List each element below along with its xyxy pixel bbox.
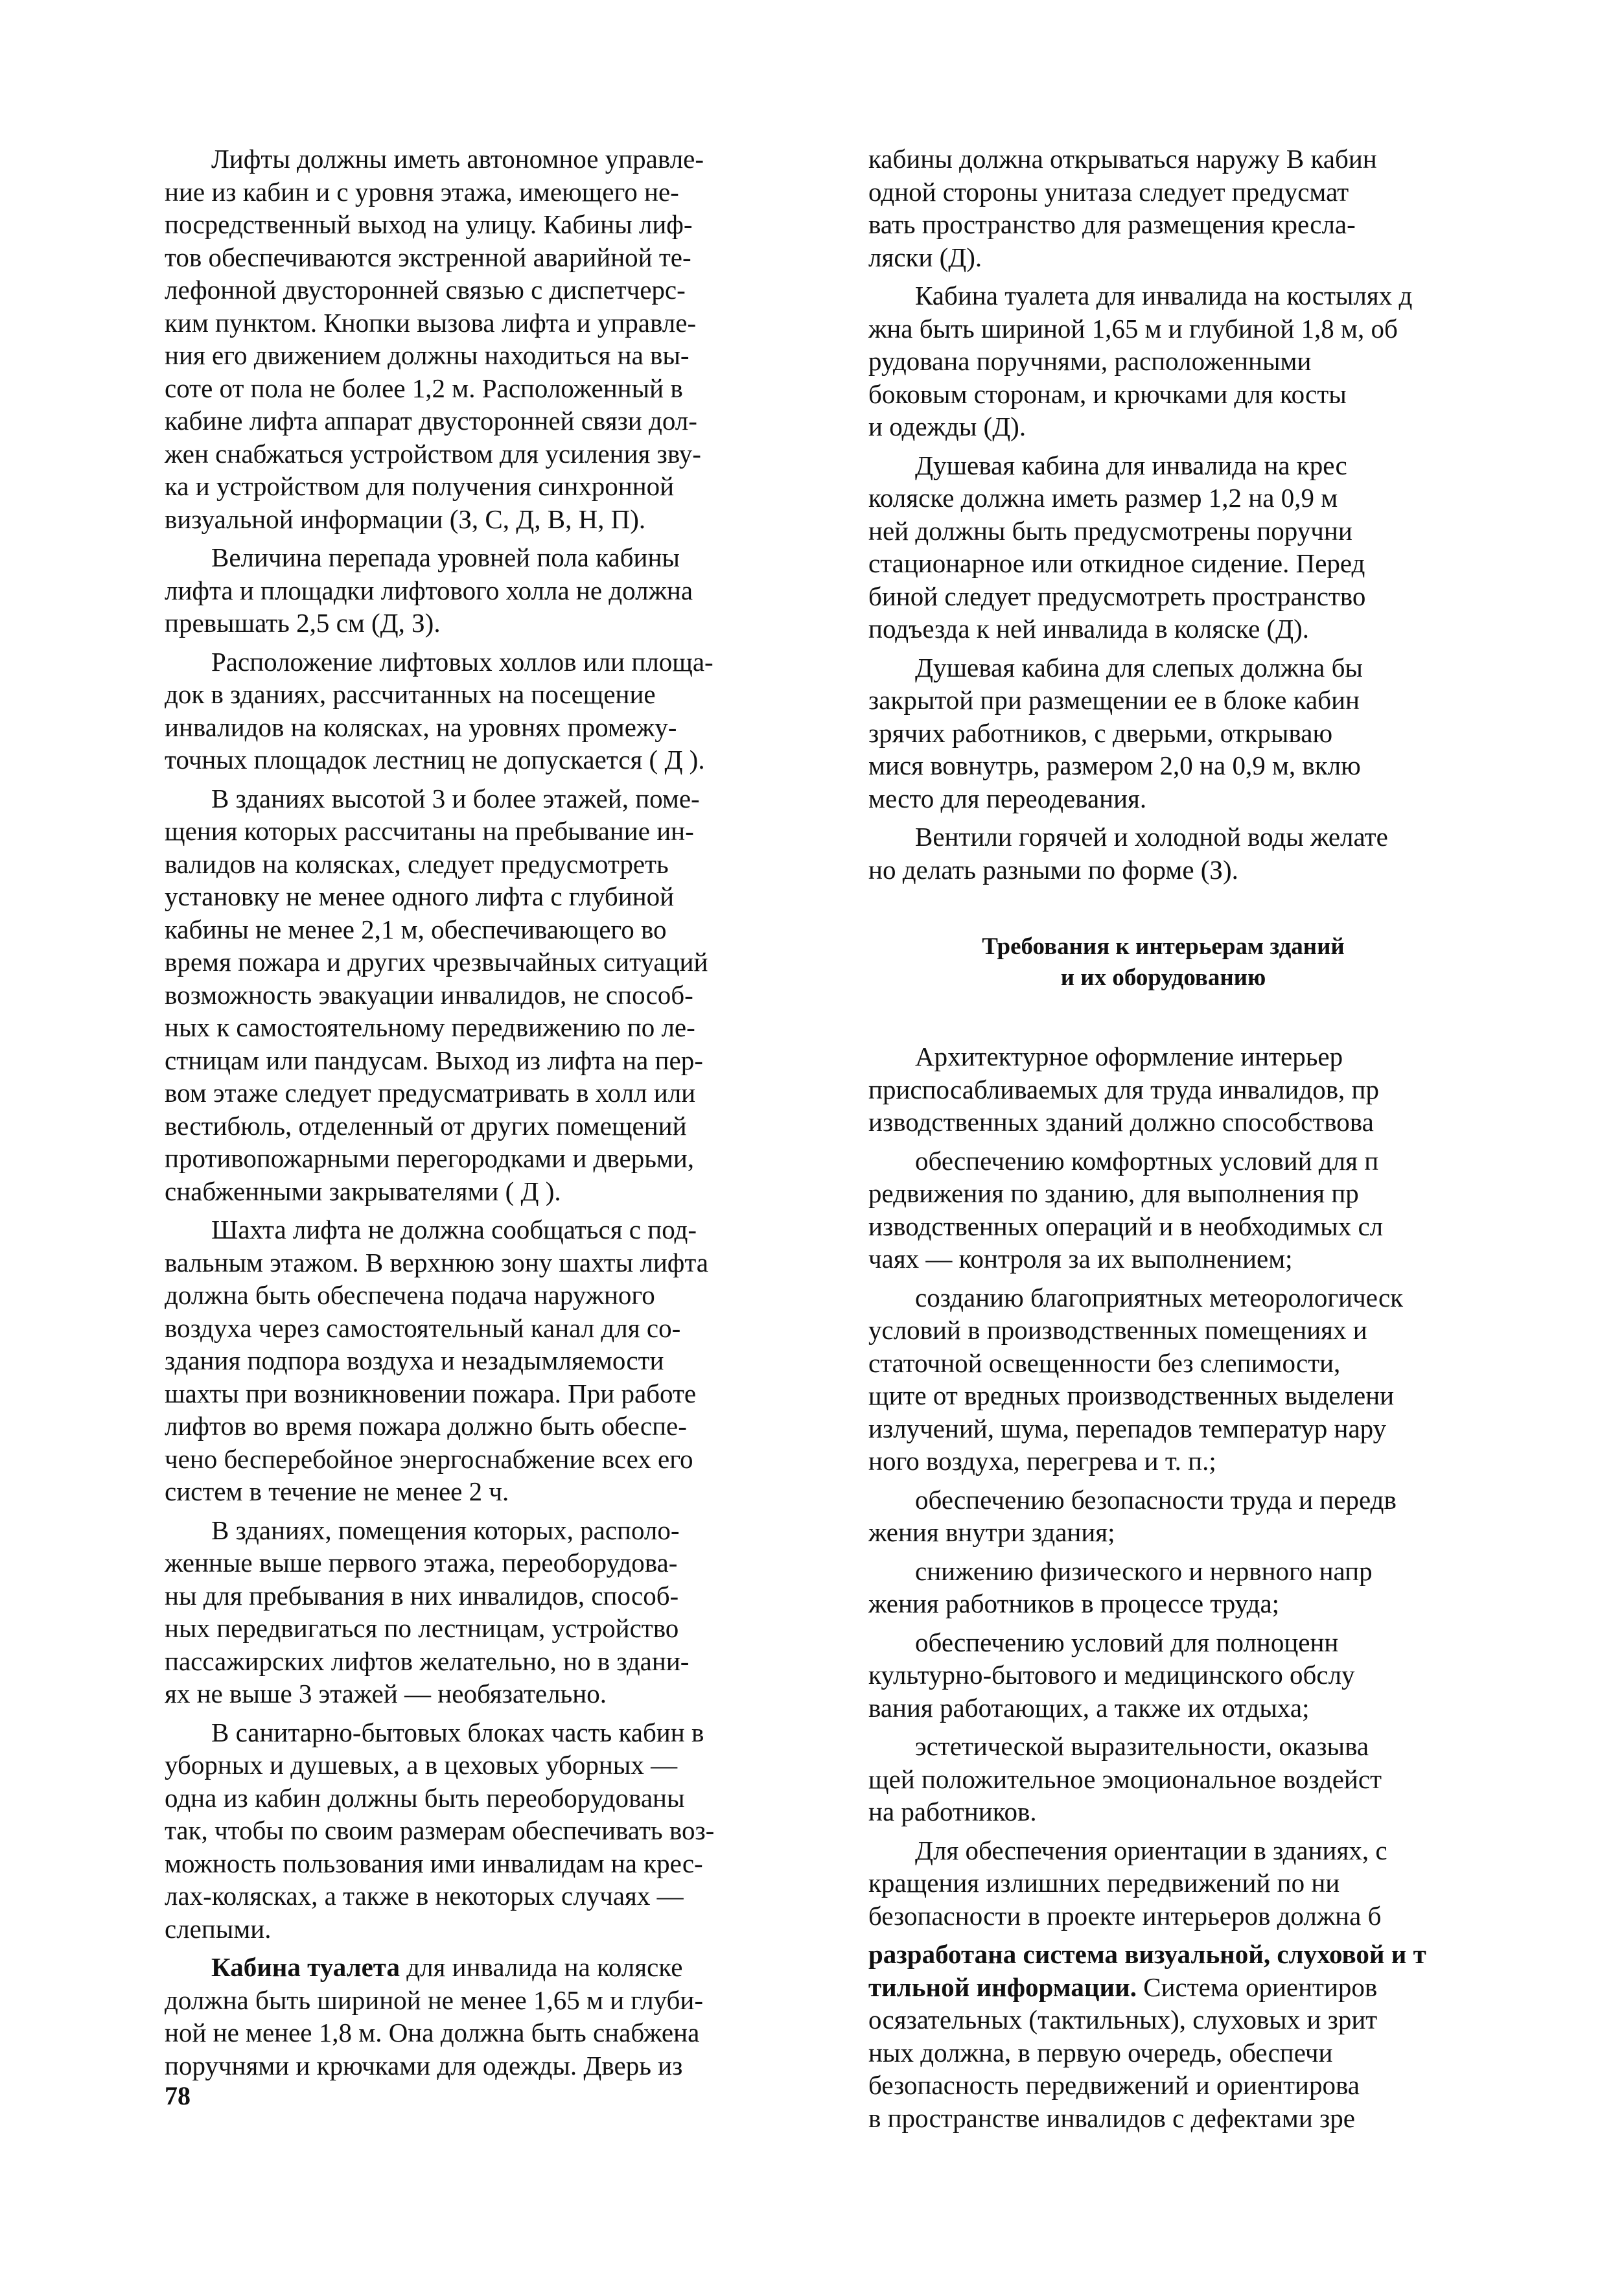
text-line: тов обеспечиваются экстренной аварийной те- (165, 242, 691, 272)
text-line: воздуха через самостоятельный канал для со- (165, 1312, 681, 1343)
text-line: вать пространство для размещения кресла- (868, 209, 1356, 239)
left-column (165, 143, 787, 2088)
text-line: статочной освещенности без слепимости, (868, 1347, 1341, 1378)
paragraph (165, 143, 787, 535)
text-line: в пространстве инвалидов с дефектами зре (868, 2103, 1355, 2133)
text-line: рудована поручнями, расположенными (868, 346, 1312, 376)
paragraph-lead-line (165, 1951, 787, 1984)
text-line: обеспечению комфортных условий для п (915, 1145, 1379, 1176)
text-line: лифтов во время пожара должно быть обеспе- (165, 1411, 687, 1441)
lead-rest: Система ориентиров (1137, 1972, 1378, 2002)
text-line: ных к самостоятельному передвижению по ле- (165, 1012, 695, 1042)
text-line: лах-колясках, а также в некоторых случаях — (165, 1881, 684, 1911)
text-line: Шахта лифта не должна сообщаться с под- (211, 1215, 697, 1244)
text-line: Лифты должны иметь автономное управле- (211, 144, 704, 174)
text-line: Архитектурное оформление интерьер (915, 1042, 1343, 1071)
text-line: жения внутри здания; (868, 1517, 1115, 1547)
text-line: мися вовнутрь, размером 2,0 на 0,9 м, вклю (868, 751, 1361, 780)
section-heading (868, 931, 1458, 994)
text-line: уборных и душевых, а в цеховых уборных — (165, 1750, 678, 1780)
paragraph (868, 821, 1458, 886)
text-line: док в зданиях, рассчитанных на посещение (165, 679, 656, 709)
paragraph (165, 1514, 787, 1710)
text-line: обеспечению условий для полноценн (915, 1627, 1339, 1657)
text-line: жен снабжаться устройством для усиления зву- (165, 438, 701, 469)
text-line: вом этаже следует предусматривать в холл или (165, 1078, 696, 1108)
text-line: слепыми. (165, 1913, 272, 1944)
paragraph-lead-line (868, 1971, 1458, 2004)
text-line: превышать 2,5 см (Д, З). (165, 608, 441, 638)
text-line: лефонной двусторонней связью с диспетчерс- (165, 275, 686, 305)
heading-line-2: и их оборудованию (1060, 964, 1266, 991)
text-line: ким пунктом. Кнопки вызова лифта и управле- (165, 307, 697, 338)
bold-term: Кабина туалета (211, 1952, 400, 1982)
text-line: В зданиях, помещения которых, располо- (211, 1515, 680, 1545)
text-line: снабженными закрывателями ( Д ). (165, 1176, 561, 1206)
text-line: В санитарно-бытовых блоках часть кабин в (211, 1717, 704, 1747)
right-column-bottom (868, 1040, 1458, 2134)
text-line: кабины не менее 2,1 м, обеспечивающего во (165, 914, 667, 944)
paragraph (868, 1730, 1458, 1828)
text-line: вальным этажом. В верхнюю зону шахты лифта (165, 1247, 708, 1277)
text-line: стницам или пандусам. Выход из лифта на пер- (165, 1045, 703, 1075)
text-line: Душевая кабина для слепых должна бы (915, 652, 1363, 682)
page-number: 78 (165, 2081, 191, 2110)
text-line: одной стороны унитаза следует предусмат (868, 176, 1349, 207)
text-line: ляски (Д). (868, 242, 982, 272)
text-line: пассажирских лифтов желательно, но в здани- (165, 1646, 690, 1676)
text-line: должна быть шириной не менее 1,65 м и глуби- (165, 1985, 703, 2015)
text-line: ных передвигаться по лестницам, устройство (165, 1613, 679, 1643)
text-line: и одежды (Д). (868, 412, 1027, 441)
text-line: кабине лифта аппарат двусторонней связи дол- (165, 406, 697, 436)
text-line: так, чтобы по своим размерам обеспечивать воз- (165, 1815, 715, 1845)
text-line: обеспечению безопасности труда и передв (915, 1484, 1397, 1515)
paragraph (165, 782, 787, 1208)
paragraph (165, 1213, 787, 1508)
text-line: жения работников в процессе труда; (868, 1589, 1280, 1618)
paragraph (868, 1484, 1458, 1549)
text-line: одна из кабин должны быть переоборудованы (165, 1782, 685, 1813)
paragraph (868, 1281, 1458, 1478)
text-line: культурно-бытового и медицинского обслу (868, 1660, 1355, 1690)
text-line: ка и устройством для получения синхронной (165, 471, 675, 501)
text-line: ние из кабин и с уровня этажа, имеющего не- (165, 176, 679, 207)
text-line: Кабина туалета для инвалида на костылях д (915, 281, 1413, 310)
paragraph (868, 1040, 1458, 1139)
paragraph (868, 1834, 1458, 1933)
text-line: жна быть шириной 1,65 м и глубиной 1,8 м, об (868, 313, 1398, 344)
text-line: валидов на колясках, следует предусмотреть (165, 848, 669, 879)
text-line: возможность эвакуации инвалидов, не способ- (165, 979, 693, 1010)
text-line: ны для пребывания в них инвалидов, способ- (165, 1580, 679, 1611)
text-line: закрытой при размещении ее в блоке кабин (868, 685, 1360, 715)
paragraph (868, 1145, 1458, 1276)
heading-line-1: Требования к интерьерам зданий (982, 933, 1345, 960)
text-line: Вентили горячей и холодной воды желате (915, 822, 1388, 852)
text-line: щения которых рассчитаны на пребывание ин- (165, 816, 694, 846)
text-line: место для переодевания. (868, 783, 1147, 813)
text-line: безопасность передвижений и ориентирова (868, 2070, 1360, 2100)
text-line: снижению физического и нервного напр (915, 1556, 1373, 1586)
text-line: щите от вредных производственных выделени (868, 1381, 1395, 1410)
text-line: В зданиях высотой 3 и более этажей, поме- (211, 783, 700, 813)
text-line: щей положительное эмоциональное воздейст (868, 1764, 1382, 1794)
text-line: ния его движением должны находиться на вы- (165, 340, 690, 370)
text-line: осязательных (тактильных), слуховых и зрит (868, 2005, 1378, 2034)
paragraph (868, 651, 1458, 815)
text-line: Для обеспечения ориентации в зданиях, с (915, 1835, 1387, 1865)
text-line: эстетической выразительности, оказыва (915, 1731, 1369, 1761)
paragraph (165, 541, 787, 640)
text-line: биной следует предусмотреть пространство (868, 581, 1366, 611)
paragraph (868, 279, 1458, 443)
text-line: чено бесперебойное энергоснабжение всех его (165, 1443, 693, 1474)
text-line: безопасности в проекте интерьеров должна б (868, 1900, 1382, 1931)
lead-rest: для инвалида на коляске (399, 1952, 683, 1982)
text-line: стационарное или откидное сидение. Перед (868, 548, 1365, 578)
text-line: должна быть обеспечена подача наружного (165, 1280, 655, 1310)
text-line: установку не менее одного лифта с глубиной (165, 881, 675, 911)
paragraph (868, 1626, 1458, 1725)
text-line: зрячих работников, с дверьми, открываю (868, 717, 1333, 748)
text-line: женные выше первого этажа, переоборудова- (165, 1548, 678, 1578)
text-line: можность пользования ими инвалидам на крес- (165, 1848, 703, 1878)
text-line: Величина перепада уровней пола кабины (211, 542, 680, 572)
text-line: но делать разными по форме (З). (868, 854, 1238, 885)
text-line: редвижения по зданию, для выполнения пр (868, 1178, 1359, 1208)
text-line: вестибюль, отделенный от других помещений (165, 1110, 687, 1141)
text-line: приспосабливаемых для труда инвалидов, пр (868, 1074, 1379, 1104)
text-line: точных площадок лестниц не допускается ( Д ). (165, 745, 705, 775)
text-line: вания работающих, а также их отдыха; (868, 1692, 1310, 1723)
paragraph (868, 449, 1458, 646)
text-line: здания подпора воздуха и незадымляемости (165, 1346, 664, 1375)
text-line: лифта и площадки лифтового холла не должна (165, 575, 693, 605)
text-line: условий в производственных помещениях и (868, 1315, 1367, 1345)
paragraph (868, 1938, 1458, 1971)
text-line: соте от пола не более 1,2 м. Расположенный в (165, 373, 683, 403)
text-line: Расположение лифтовых холлов или площа- (211, 646, 713, 677)
paragraph (165, 646, 787, 776)
text-line: ного воздуха, перегрева и т. п.; (868, 1446, 1216, 1476)
paragraph (165, 1716, 787, 1946)
text-line: созданию благоприятных метеорологическ (915, 1282, 1404, 1312)
text-line: боковым сторонам, и крючками для косты (868, 379, 1347, 409)
text-line: визуальной информации (З, С, Д, В, Н, П). (165, 504, 646, 534)
text-line: кращения излишних передвижений по ни (868, 1868, 1340, 1898)
text-line: противопожарными перегородками и дверьми, (165, 1143, 695, 1173)
right-column-top (868, 143, 1458, 886)
bold-line: разработана система визуальной, слуховой и т (868, 1939, 1426, 1969)
text-line: Душевая кабина для инвалида на крес (915, 450, 1347, 480)
text-line: шахты при возникновении пожара. При работе (165, 1378, 697, 1408)
text-line: систем в течение не менее 2 ч. (165, 1476, 509, 1506)
right-column (868, 143, 1458, 2140)
paragraph (868, 1971, 1458, 2135)
paragraph (868, 1555, 1458, 1620)
paragraph (165, 1951, 787, 2082)
text-line: изводственных зданий должно способствова (868, 1107, 1374, 1137)
bold-term: тильной информации. (868, 1972, 1137, 2002)
text-line: инвалидов на колясках, на уровнях промежу- (165, 712, 677, 742)
text-line: поручнями и крючками для одежды. Дверь из (165, 2050, 683, 2080)
text-line: кабины должна открываться наружу В кабин (868, 144, 1377, 174)
text-line: излучений, шума, перепадов температур нару (868, 1413, 1387, 1443)
paragraph (868, 143, 1458, 274)
text-line: посредственный выход на улицу. Кабины лиф- (165, 209, 693, 239)
text-line: время пожара и других чрезвычайных ситуаций (165, 947, 708, 977)
text-line: коляске должна иметь размер 1,2 на 0,9 м (868, 483, 1338, 513)
text-line: ях не выше 3 этажей — необязательно. (165, 1679, 607, 1708)
text-line: изводственных операций и в необходимых сл (868, 1211, 1384, 1241)
text-line: ней должны быть предусмотрены поручни (868, 515, 1352, 546)
text-line: ной не менее 1,8 м. Она должна быть снабжена (165, 2018, 700, 2047)
text-line: чаях — контроля за их выполнением; (868, 1244, 1293, 1274)
text-line: ных должна, в первую очередь, обеспечи (868, 2037, 1333, 2068)
text-line: на работников. (868, 1797, 1037, 1826)
text-line: подъезда к ней инвалида в коляске (Д). (868, 614, 1310, 644)
